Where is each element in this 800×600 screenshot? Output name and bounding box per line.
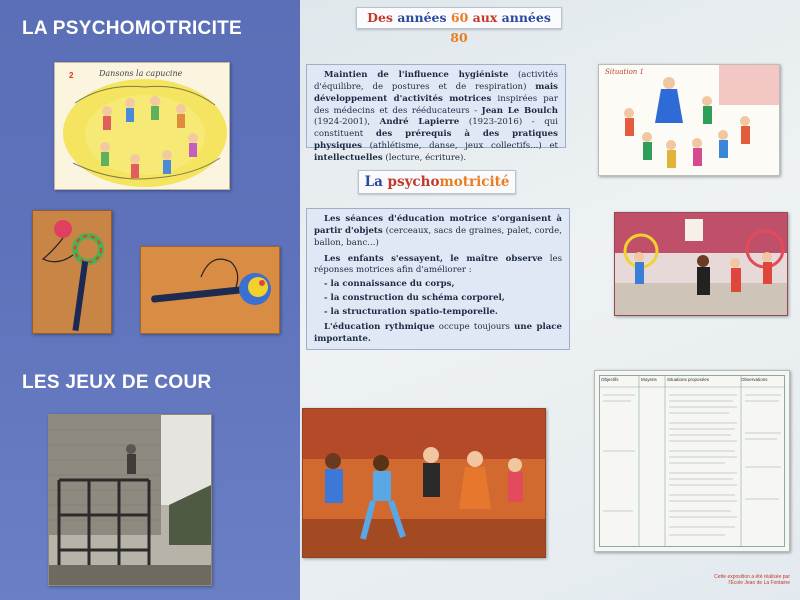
doc-header-objectifs: Objectifs <box>601 377 619 382</box>
intro-part1: (activités d'équilibre, de postures et de respiration) <box>314 70 558 92</box>
children-dancing-drawing <box>54 62 230 190</box>
left-panel <box>0 0 300 600</box>
psycho-p2-rest: les réponses motrices afin d'améliorer : <box>314 253 562 276</box>
intro-years2: (1923-2016) - qui constituent <box>314 117 558 140</box>
doc-header-situations: Situations proposées <box>667 377 710 382</box>
banner-decades-word-1: Des <box>367 10 398 25</box>
psycho-list-item: - la connaissance du corps, <box>324 279 455 290</box>
intro-part2: inspirées par des médecins et des rééducateurs - <box>314 93 558 116</box>
children-hoops-photo <box>614 212 788 316</box>
banner-decades-word-3: 60 <box>450 10 469 25</box>
intro-part4: (lecture, écriture). <box>382 153 467 164</box>
psycho-p3-bold2: une place importante. <box>314 321 563 344</box>
psycho-list-item: - la structuration spatio-temporelle. <box>324 307 498 318</box>
banner-decades-word-6: 80 <box>450 30 468 45</box>
children-rhythmic-dance-photo <box>302 408 546 558</box>
drawing-caption: Dansons la capucine <box>99 69 183 78</box>
psycho-p3-bold: L'éducation rythmique <box>324 321 435 332</box>
intro-bold-mais: mais développement d'activités motrices <box>314 81 558 104</box>
banner-decades-word-2: années <box>397 10 451 25</box>
intro-bold-lead: Maintien de l'influence hygiéniste <box>324 70 509 80</box>
ring-dance-drawing <box>598 64 780 176</box>
psycho-p3-mid: occupe toujours <box>434 321 515 332</box>
banner-decades-word-4: aux <box>468 10 502 25</box>
psycho-p1-bold: Les séances d'éducation motrice s'organisent à partir d'objets <box>314 214 562 236</box>
intro-name2: André Lapierre <box>379 117 460 128</box>
intro-years1: (1924-2001), <box>314 117 380 128</box>
banner-psycho-word-1: La <box>364 174 388 190</box>
psycho-p1-rest: (cerceaux, sacs de graines, palet, corde, ballon, banc...) <box>314 225 563 248</box>
rattle-toy-photo <box>140 246 280 334</box>
banner-decades <box>356 7 562 45</box>
banner-psycho-word-3: motricité <box>439 174 510 190</box>
footer-credit-note: Cette exposition a été réalisée par l'École Jean de La Fontaine <box>714 574 790 586</box>
intro-text-box <box>306 64 566 164</box>
children-dancing-illustration <box>55 63 229 189</box>
drawing-label: Situation 1 <box>605 68 644 76</box>
banner-decades-word-5: années <box>501 10 551 25</box>
drawing-number: 2 <box>69 71 74 80</box>
psycho-list-item: - la construction du schéma corporel, <box>324 293 505 304</box>
psychomotricite-text-box <box>306 208 570 350</box>
lesson-plan-document <box>594 370 790 552</box>
intro-bold-prereq: des prérequis à des pratiques physiques <box>314 129 558 152</box>
psycho-p2-bold: Les enfants s'essayent, le maître observe <box>324 253 543 264</box>
banner-psychomotricite <box>358 170 516 194</box>
bean-bag-ring-photo <box>32 210 112 334</box>
intro-bold-intel: intellectuelles <box>314 153 383 164</box>
title-la-psychomotricite: LA PSYCHOMOTRICITE <box>22 18 243 39</box>
intro-part3: (athlétisme, danse, jeux collectifs...) et <box>361 141 558 152</box>
title-les-jeux-de-cour: LES JEUX DE COUR <box>22 372 212 393</box>
playground-climbing-frame-photo <box>48 414 212 586</box>
intro-name1: Jean Le Boulch <box>481 105 558 116</box>
doc-header-moyens: Moyens <box>641 377 657 382</box>
doc-header-observations: Observations <box>741 377 768 382</box>
banner-psycho-word-2: psycho <box>387 174 440 190</box>
